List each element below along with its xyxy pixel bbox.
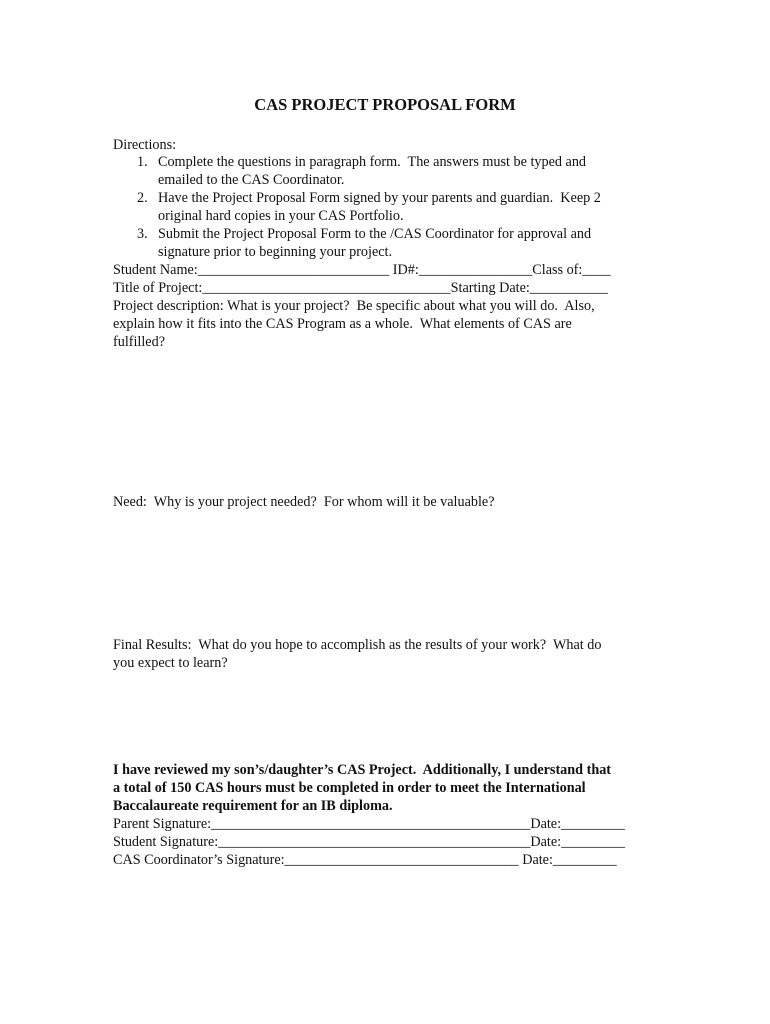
directions-label: Directions: (113, 137, 177, 153)
question-text: Final Results: What do you hope to accomplish as the results of your work? What do (113, 637, 602, 653)
project-title-field[interactable]: Title of Project:___________________________________Starting Date:___________ (113, 280, 608, 296)
question-text: explain how it fits into the CAS Program as a whole. What elements of CAS are (113, 316, 572, 332)
project-description-question (113, 297, 658, 351)
question-text: you expect to learn? (113, 655, 228, 671)
agreement-text: a total of 150 CAS hours must be completed in order to meet the International (113, 780, 586, 796)
question-text: Project description: What is your project? Be specific about what you will do. Also, (113, 298, 595, 314)
directions-list (113, 153, 658, 261)
agreement-statement (113, 761, 658, 815)
direction-number: 2. (137, 190, 148, 206)
direction-text: original hard copies in your CAS Portfolio. (158, 208, 404, 224)
direction-text: Have the Project Proposal Form signed by your parents and guardian. Keep 2 (158, 190, 601, 206)
agreement-text: I have reviewed my son’s/daughter’s CAS Project. Additionally, I understand that (113, 762, 612, 778)
direction-text: Submit the Project Proposal Form to the /CAS Coordinator for approval and (158, 226, 592, 242)
parent-signature-field[interactable]: Parent Signature:_____________________________________________Date:_________ (113, 816, 625, 832)
question-text: fulfilled? (113, 334, 165, 350)
direction-item (113, 153, 658, 189)
need-question: Need: Why is your project needed? For whom will it be valuable? (113, 494, 495, 510)
direction-item (113, 189, 658, 225)
direction-number: 1. (137, 154, 148, 170)
agreement-text: Baccalaureate requirement for an IB diploma. (113, 798, 393, 814)
student-info-field[interactable]: Student Name:___________________________ ID#:________________Class of:____ (113, 262, 611, 278)
direction-text: Complete the questions in paragraph form. The answers must be typed and (158, 154, 587, 170)
direction-item (113, 225, 658, 261)
direction-text: signature prior to beginning your project. (158, 244, 393, 260)
coordinator-signature-field[interactable]: CAS Coordinator’s Signature:_________________________________ Date:_________ (113, 852, 617, 868)
student-signature-field[interactable]: Student Signature:____________________________________________Date:_________ (113, 834, 625, 850)
direction-text: emailed to the CAS Coordinator. (158, 172, 345, 188)
final-results-question (113, 636, 658, 672)
form-title: CAS PROJECT PROPOSAL FORM (254, 95, 516, 114)
direction-number: 3. (137, 226, 148, 242)
